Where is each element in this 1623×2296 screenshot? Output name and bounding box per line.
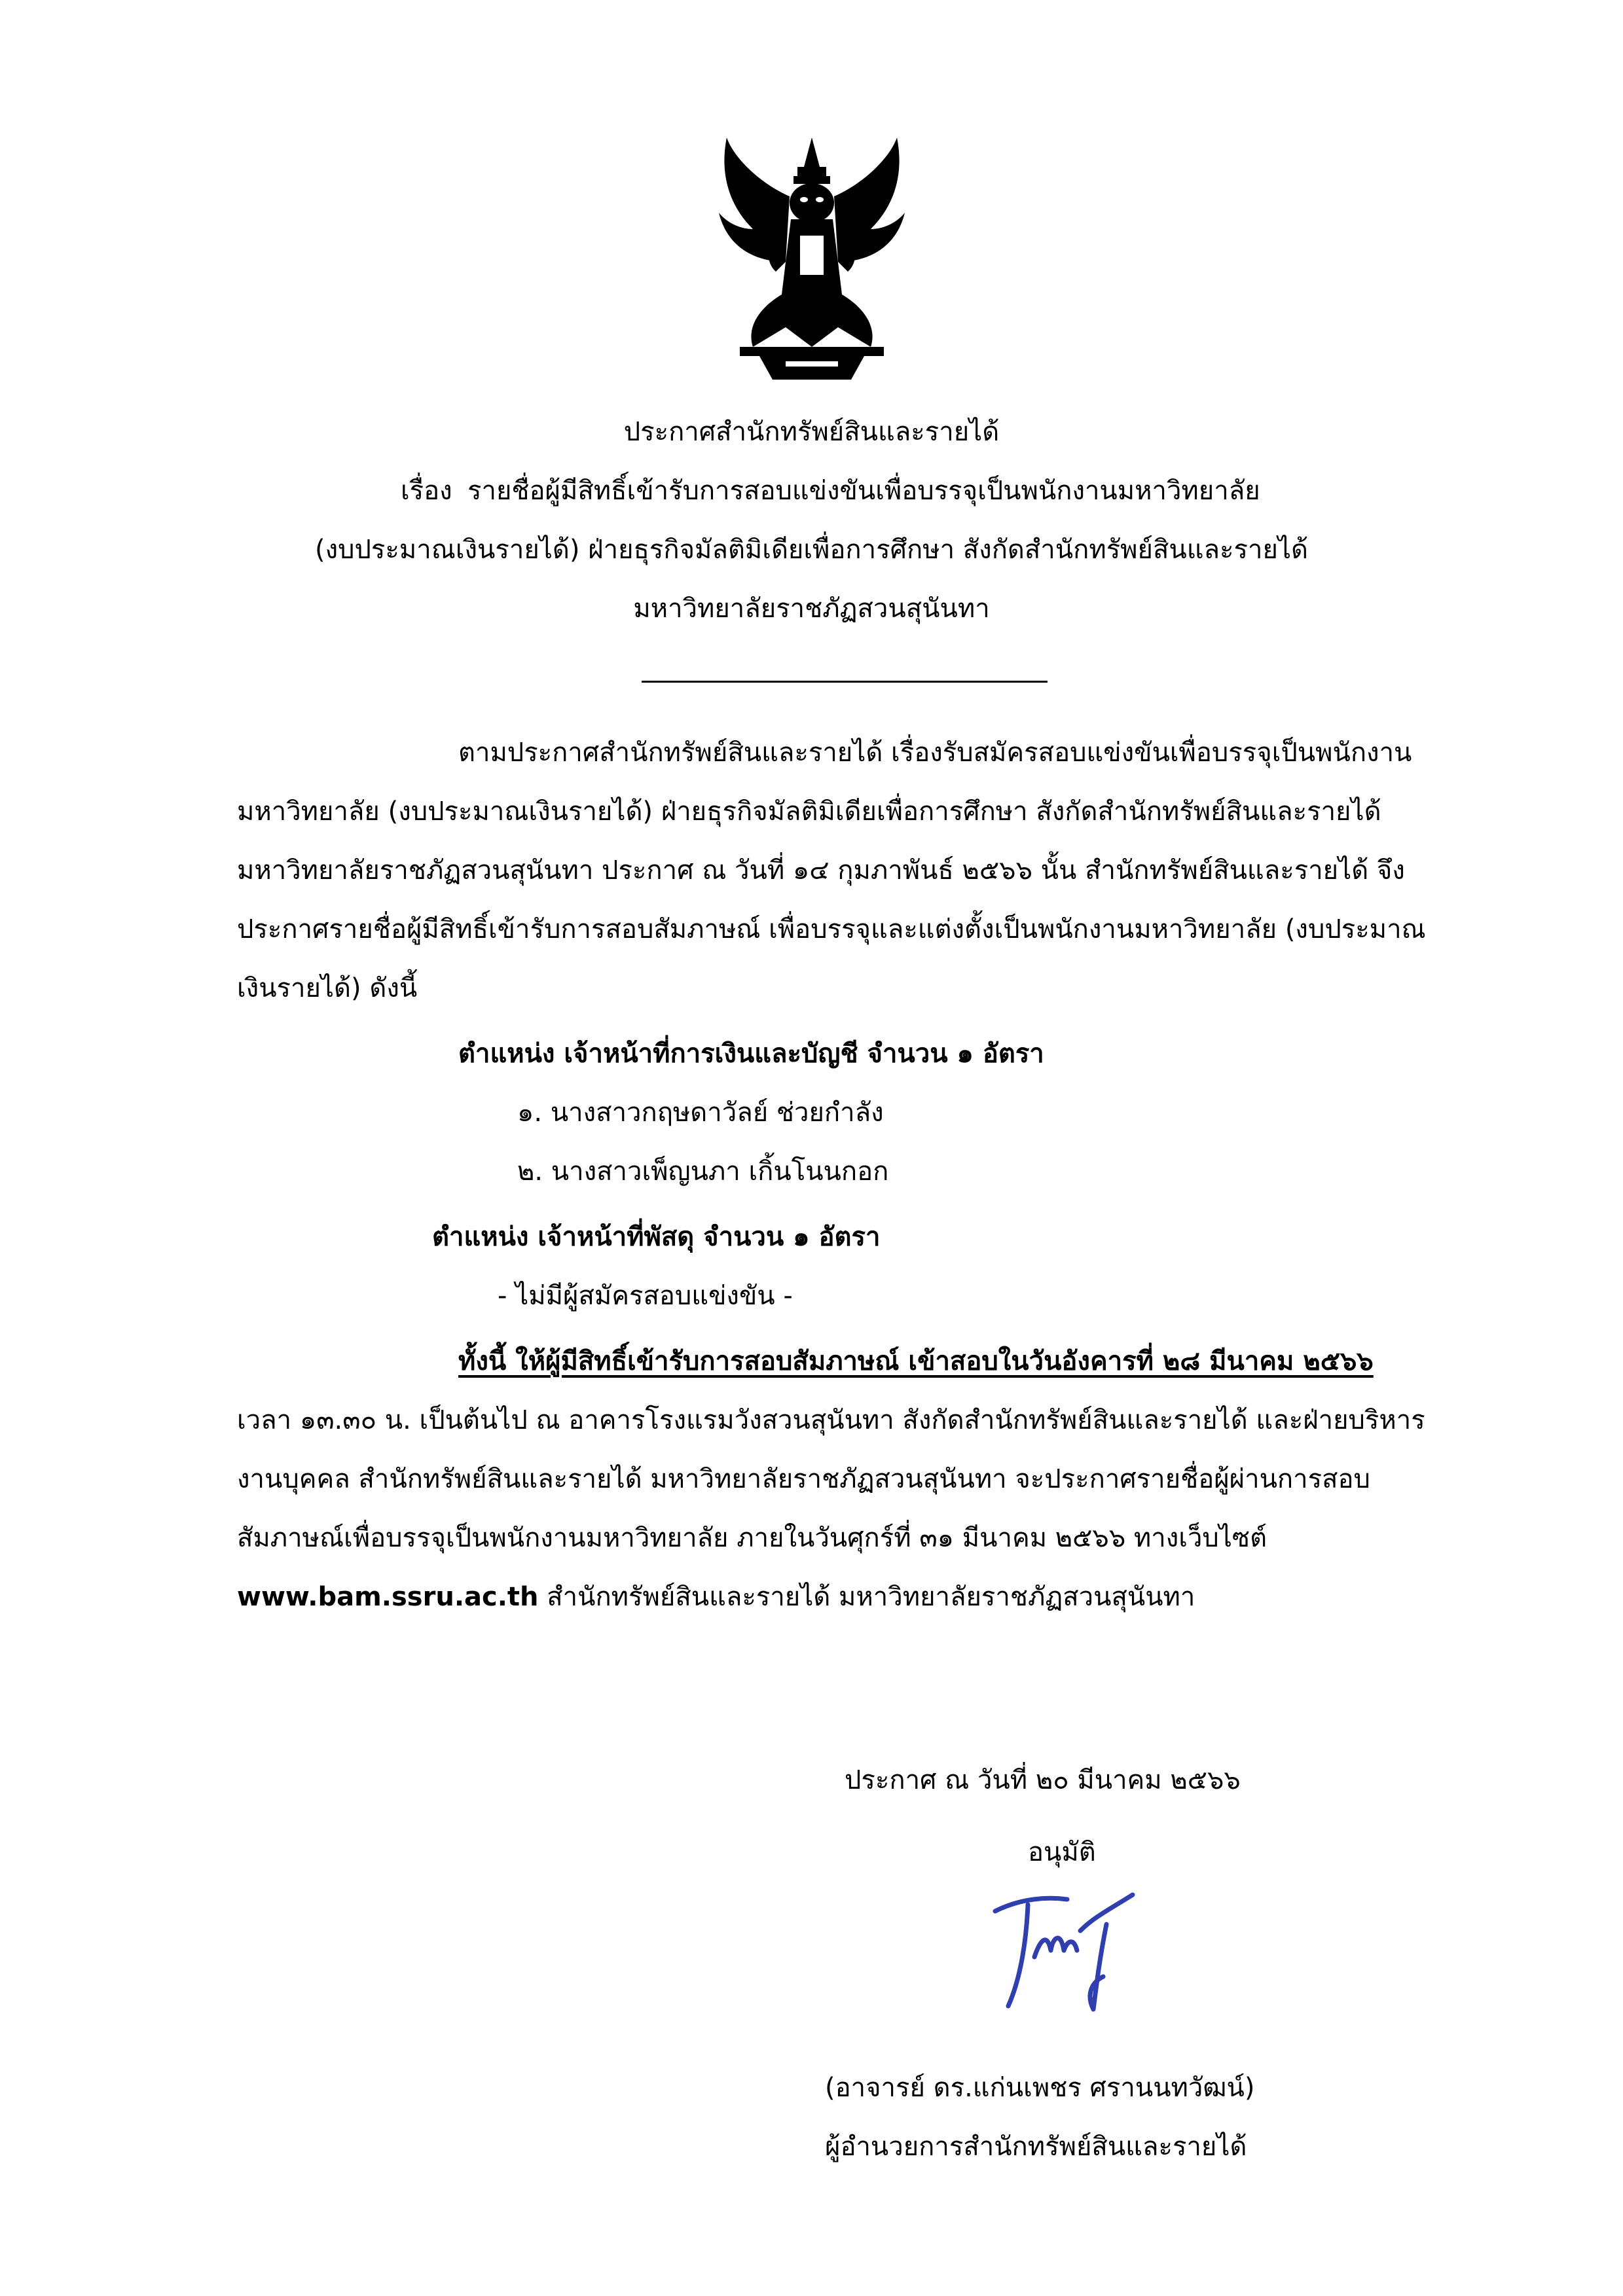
handwritten-signature — [982, 1885, 1152, 2016]
interview-date-heading: ทั้งนี้ ให้ผู้มีสิทธิ์เข้ารับการสอบสัมภาษณ์ เข้าสอบในวันอังคารที่ ๒๘ มีนาคม ๒๕๖๖ — [458, 1346, 1374, 1376]
para2-line-3: สัมภาษณ์เพื่อบรรจุเป็นพนักงานมหาวิทยาลัย ภายในวันศุกร์ที่ ๓๑ มีนาคม ๒๕๖๖ ทางเว็บไซต์ — [237, 1523, 1267, 1553]
subject-line-1: รายชื่อผู้มีสิทธิ์เข้ารับการสอบแข่งขันเพื่อบรรจุเป็นพนักงานมหาวิทยาลัย — [467, 476, 1260, 506]
announcement-date: ประกาศ ณ วันที่ ๒๐ มีนาคม ๒๕๖๖ — [845, 1765, 1241, 1795]
garuda-emblem-icon — [714, 131, 910, 386]
para1-line-3: มหาวิทยาลัยราชภัฏสวนสุนันทา ประกาศ ณ วันที่ ๑๔ กุมภาพันธ์ ๒๕๖๖ นั้น สำนักทรัพย์สินและรายได้ จึง — [237, 855, 1405, 886]
announcement-title: ประกาศสำนักทรัพย์สินและรายได้ — [623, 417, 1000, 447]
subject-line-3: มหาวิทยาลัยราชภัฏสวนสุนันทา — [633, 594, 990, 624]
signer-name: (อาจารย์ ดร.แก่นเพชร ศรานนทวัฒน์) — [825, 2073, 1255, 2103]
para2-line-2: งานบุคคล สำนักทรัพย์สินและรายได้ มหาวิทยาลัยราชภัฏสวนสุนันทา จะประกาศรายชื่อผู้ผ่านการสอบ — [237, 1464, 1370, 1494]
para1-line-1: ตามประกาศสำนักทรัพย์สินและรายได้ เรื่องรับสมัครสอบแข่งขันเพื่อบรรจุเป็นพนักงาน — [458, 738, 1412, 768]
no-applicant-note: - ไม่มีผู้สมัครสอบแข่งขัน - — [498, 1281, 793, 1311]
para1-line-2: มหาวิทยาลัย (งบประมาณเงินรายได้) ฝ่ายธุรกิจมัลติมิเดียเพื่อการศึกษา สังกัดสำนักทรัพย์สินและรายได้ — [237, 797, 1381, 827]
position-2-heading: ตำแหน่ง เจ้าหน้าที่พัสดุ จำนวน ๑ อัตรา — [432, 1222, 881, 1252]
header-divider — [642, 681, 1048, 683]
position-1-heading: ตำแหน่ง เจ้าหน้าที่การเงินและบัญชี จำนวน ๑ อัตรา — [458, 1039, 1044, 1069]
signer-title: ผู้อำนวยการสำนักทรัพย์สินและรายได้ — [825, 2132, 1247, 2162]
para1-line-5: เงินรายได้) ดังนี้ — [237, 973, 418, 1003]
candidate-1: ๑. นางสาวกฤษดาวัลย์ ช่วยกำลัง — [517, 1098, 884, 1128]
candidate-2: ๒. นางสาวเพ็ญนภา เกิ้นโนนกอก — [517, 1157, 889, 1187]
para2-line-1: เวลา ๑๓.๓๐ น. เป็นต้นไป ณ อาคารโรงแรมวังสวนสุนันทา สังกัดสำนักทรัพย์สินและรายได้ และฝ่ายบริหาร — [237, 1405, 1425, 1435]
approve-label: อนุมัติ — [1028, 1837, 1096, 1867]
para2-tail: สำนักทรัพย์สินและรายได้ มหาวิทยาลัยราชภัฏสวนสุนันทา — [538, 1582, 1195, 1612]
website-link[interactable]: www.bam.ssru.ac.th — [237, 1582, 539, 1612]
subject-label: เรื่อง — [401, 476, 452, 506]
subject-line-2: (งบประมาณเงินรายได้) ฝ่ายธุรกิจมัลติมิเดียเพื่อการศึกษา สังกัดสำนักทรัพย์สินและรายได้ — [315, 535, 1308, 565]
para1-line-4: ประกาศรายชื่อผู้มีสิทธิ์เข้ารับการสอบสัมภาษณ์ เพื่อบรรจุและแต่งตั้งเป็นพนักงานมหาวิทยาลัย (งบประมาณ — [237, 914, 1426, 944]
